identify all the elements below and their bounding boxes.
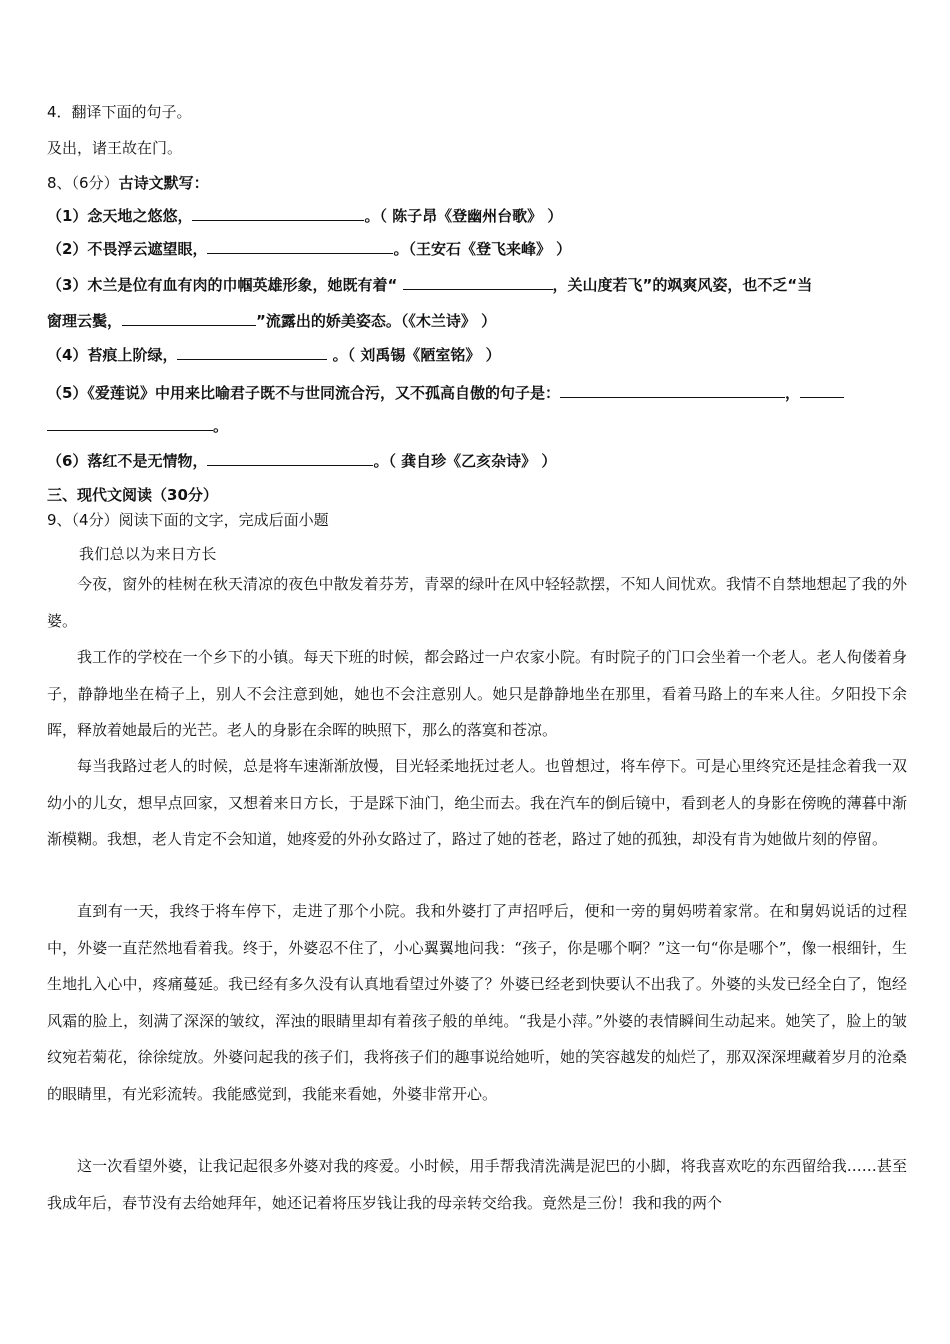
q9-header: 9、（4分）阅读下面的文字，完成后面小题 <box>47 511 329 529</box>
q8-item-2-blank[interactable] <box>207 239 393 254</box>
q8-item-1-source: 。（ 陈子昂《登幽州台歌》 ） <box>364 207 563 225</box>
article-paragraph-2: 我工作的学校在一个乡下的小镇。每天下班的时候，都会路过一户农家小院。有时院子的门口会坐着一个老人。老人佝偻着身子，静静地坐在椅子上，别人不会注意到她，她也不会注意别人。她只是静静地坐在那里，看着马路上的车来人往。夕阳投下余晖，释放着她最后的光芒。老人的身影在余晖的映照下，那么的落寞和苍凉。 <box>47 648 907 739</box>
q8-item-5-prompt: （5）《爱莲说》中用来比喻君子既不与世同流合污，又不孤高自傲的句子是： <box>47 384 560 402</box>
q8-item-6-prompt: （6）落红不是无情物， <box>47 452 208 470</box>
article-paragraph-4: 直到有一天，我终于将车停下，走进了那个小院。我和外婆打了声招呼后，便和一旁的舅妈唠着家常。在和舅妈说话的过程中，外婆一直茫然地看着我。终于，外婆忍不住了，小心翼翼地问我：“孩子，你是哪个啊？”这一句“你是哪个”，像一根细针，生生地扎入心中，疼痛蔓延。我已经有多久没有认真地看望过外婆了？外婆已经老到快要认不出我了。外婆的头发已经全白了，饱经风霜的脸上，刻满了深深的皱纹，浑浊的眼睛里却有着孩子般的单纯。“我是小萍。”外婆的表情瞬间生动起来。她笑了，脸上的皱纹宛若菊花，徐徐绽放。外婆问起我的孩子们，我将孩子们的趣事说给她听，她的笑容越发的灿烂了，那双深深埋藏着岁月的沧桑的眼睛里，有光彩流转。我能感觉到，我能来看她，外婆非常开心。 <box>47 902 907 1103</box>
q8-item-3-prompt: （3）木兰是位有血有肉的巾帼英雄形象，她既有着“ <box>47 276 403 294</box>
q8-item-4-blank[interactable] <box>177 345 327 360</box>
q8-item-2 <box>47 238 571 259</box>
q8-item-3-blank-2[interactable] <box>122 311 256 326</box>
q8-item-2-source: 。（王安石《登飞来峰》 ） <box>393 240 572 258</box>
q8-item-5-blank-2a[interactable] <box>800 383 844 398</box>
q8-item-3-line1 <box>47 274 812 295</box>
q8-header <box>47 172 209 193</box>
q8-item-2-prompt: （2）不畏浮云遮望眼， <box>47 240 208 258</box>
q8-item-3-prompt-2: 窗理云鬓， <box>47 312 123 330</box>
q4-sentence: 及出，诸王故在门。 <box>47 139 183 157</box>
q8-item-5-period: 。 <box>213 417 229 435</box>
q8-item-5-blank-2b[interactable] <box>47 416 213 431</box>
q8-item-3-source: ”流露出的娇美姿态。（《木兰诗》 ） <box>256 312 497 330</box>
article-paragraph-1: 今夜，窗外的桂树在秋天清凉的夜色中散发着芬芳，青翠的绿叶在风中轻轻款摆，不知人间忧欢。我情不自禁地想起了我的外婆。 <box>47 575 907 630</box>
q8-item-3-middle: ，关山度若飞”的飒爽风姿，也不乏“当 <box>552 276 813 294</box>
article-title: 我们总以为来日方长 <box>79 545 217 563</box>
q8-item-5-line1 <box>47 382 844 403</box>
q8-item-1 <box>47 205 562 226</box>
q8-header-prefix: 8、（6分） <box>47 174 119 192</box>
q8-item-6-source: 。（ 龚自珍《乙亥杂诗》 ） <box>373 452 557 470</box>
section-3-title: 三、现代文阅读（30分） <box>47 486 218 504</box>
q8-item-3-line2 <box>47 310 496 331</box>
q4-title: 4．翻译下面的句子。 <box>47 103 192 121</box>
q8-item-4-source: 。（ 刘禹锡《陋室铭》 ） <box>327 346 501 364</box>
q8-item-6 <box>47 450 556 471</box>
q8-item-1-prompt: （1）念天地之悠悠， <box>47 207 193 225</box>
q8-item-1-blank[interactable] <box>192 206 364 221</box>
q8-item-5-line2 <box>47 415 228 436</box>
q8-item-5-comma: ， <box>784 384 800 402</box>
article-paragraph-5: 这一次看望外婆，让我记起很多外婆对我的疼爱。小时候，用手帮我清洗满是泥巴的小脚，将我喜欢吃的东西留给我……甚至我成年后，春节没有去给她拜年，她还记着将压岁钱让我的母亲转交给我。竟然是三份！我和我的两个 <box>47 1157 907 1212</box>
q8-item-4-prompt: （4）苔痕上阶绿， <box>47 346 178 364</box>
article-paragraph-3: 每当我路过老人的时候，总是将车速渐渐放慢，目光轻柔地抚过老人。也曾想过，将车停下。可是心里终究还是挂念着我一双幼小的儿女，想早点回家，又想着来日方长，于是踩下油门，绝尘而去。我在汽车的倒后镜中，看到老人的身影在傍晚的薄暮中渐渐模糊。我想，老人肯定不会知道，她疼爱的外孙女路过了，路过了她的苍老，路过了她的孤独，却没有肯为她做片刻的停留。 <box>47 757 907 848</box>
q8-item-5-blank-1[interactable] <box>560 383 785 398</box>
q8-header-title: 古诗文默写： <box>118 174 209 192</box>
q8-item-4 <box>47 344 501 365</box>
q8-item-6-blank[interactable] <box>207 451 373 466</box>
q8-item-3-blank-1[interactable] <box>403 275 553 290</box>
